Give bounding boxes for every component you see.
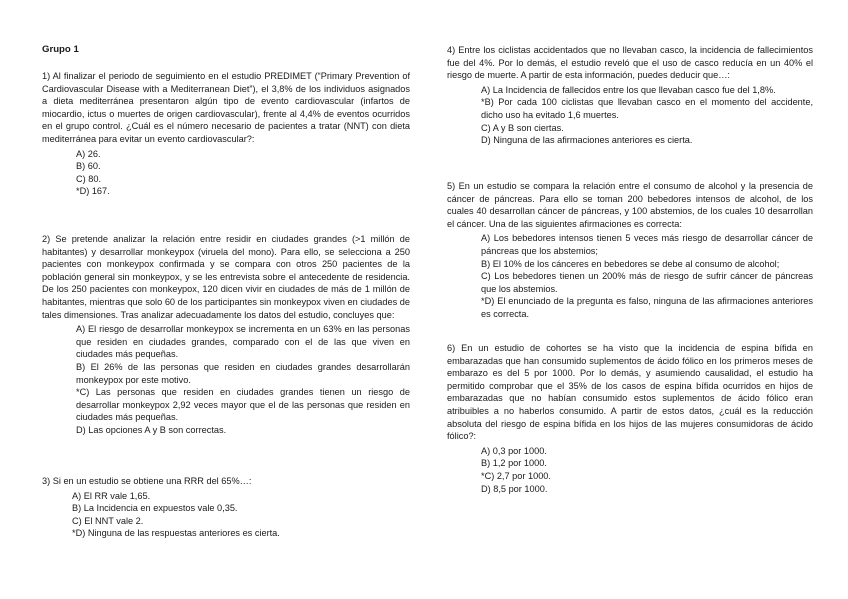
option: A) La Incidencia de fallecidos entre los que llevaban casco fue del 1,8%. (481, 84, 776, 95)
option: C) El NNT vale 2. (72, 515, 144, 526)
option: B) La Incidencia en expuestos vale 0,35. (72, 503, 238, 514)
option-list (72, 490, 410, 540)
question-stem: 1) Al finalizar el periodo de seguimiento en el estudio PREDIMET (“Primary Prevention of Cardiovascular Disease with a Mediterranean Diet”), el 3,8% de los individuos asignados a dieta mediterránea presentaron algún tipo de evento cardiovascular (infartos de miocardio, ictus o muertes de origen cardiovascular), frente al 4,4% de eventos ocurridos en el grupo control. ¿Cuál es el número necesario de pacientes a tratar (NNT) con dieta mediterránea para evitar un evento cardiovascular?: (42, 71, 410, 144)
option-list (76, 148, 410, 198)
option: D) Ninguna de las afirmaciones anteriores es cierta. (481, 135, 693, 146)
option-list (481, 84, 813, 147)
question-6 (447, 342, 813, 495)
option: B) El 26% de las personas que residen en ciudades grandes desarrollarán monkeypox por este motivo. (76, 361, 410, 385)
option: B) El 10% de los cánceres en bebedores se debe al consumo de alcohol; (481, 258, 780, 269)
question-stem: 2) Se pretende analizar la relación entre residir en ciudades grandes (>1 millón de habitantes) y desarrollar monkeypox (viruela del mono). Para ello, se selecciona a 250 pacientes con monkeypox confirmada y se compara con otros 250 pacientes de la población general sin monkeypox, y se les entrevista sobre el antecedente de residencia. De los 250 pacientes con monkeypox, 120 dicen vivir en ciudades de más de 1 millón de habitantes, mientras que solo 60 de los participantes sin monkeypox viven en ciudades de tales dimensiones. Tras analizar adecuadamente los datos del estudio, concluyes que: (42, 234, 410, 320)
option: *D) 167. (76, 186, 110, 197)
option: A) 0,3 por 1000. (481, 445, 547, 456)
option: D) Las opciones A y B son correctas. (76, 424, 227, 435)
question-stem: 5) En un estudio se compara la relación entre el consumo de alcohol y la presencia de cáncer de páncreas. Para ello se toman 200 bebedores intensos de alcohol, de los cuales 40 desarrollan cáncer de páncreas, y 100 abstemios, de los cuales 10 desarrollan el cáncer. Una de las siguientes afirmaciones es correcta: (447, 181, 813, 229)
question-4 (447, 44, 813, 147)
option: *C) Las personas que residen en ciudades grandes tienen un riesgo de desarrollar monkeypox 2,92 veces mayor que el de las personas que residen en ciudades más pequeñas. (76, 387, 410, 423)
option: *B) Por cada 100 ciclistas que llevaban casco en el momento del accidente, dicho uso ha evitado 1,6 muertes. (481, 97, 813, 120)
question-1 (42, 70, 410, 198)
option: *D) Ninguna de las respuestas anteriores es cierta. (72, 528, 280, 539)
option: C) A y B son ciertas. (481, 122, 564, 133)
option-list (76, 323, 410, 436)
option: A) Los bebedores intensos tienen 5 veces más riesgo de desarrollar cáncer de páncreas que los abstemios; (481, 233, 813, 256)
question-stem: 6) En un estudio de cohortes se ha visto que la incidencia de espina bífida en embarazadas que han consumido suplementos de ácido fólico en los primeros meses de embarazo es del 5 por 1000. Por lo demás, y asumiendo causalidad, el estudio ha permitido comprobar que el 35% de los casos de espina bífida ocurridos en hijos de embarazadas que no habían consumido estos suplementos de ácido fólico eran atribuibles a no haberlos consumido. A partir de estos datos, ¿cuál es la reducción absoluta del riesgo de espina bífida en los hijos de las mujeres consumidoras de ácido fólico?: (447, 343, 813, 442)
question-stem: 3) Si en un estudio se obtiene una RRR del 65%…: (42, 476, 252, 486)
option: *C) 2,7 por 1000. (481, 470, 551, 481)
option: B) 1,2 por 1000. (481, 458, 547, 469)
question-3 (42, 475, 410, 540)
section-title: Grupo 1 (42, 44, 79, 55)
option: A) 26. (76, 148, 101, 159)
option: C) 80. (76, 173, 102, 184)
question-5 (447, 180, 813, 321)
option: *D) El enunciado de la pregunta es falso, ninguna de las afirmaciones anteriores es correcta. (481, 296, 813, 319)
question-stem: 4) Entre los ciclistas accidentados que no llevaban casco, la incidencia de fallecimientos fue del 4%. Por lo demás, el estudio reveló que el uso de casco reducía en un 40% el riesgo de muerte. A partir de esta información, puedes deducir que…: (447, 45, 813, 81)
question-2 (42, 233, 410, 437)
option: A) El RR vale 1,65. (72, 490, 151, 501)
option: D) 8,5 por 1000. (481, 483, 548, 494)
option: C) Los bebedores tienen un 200% más de riesgo de sufrir cáncer de páncreas que los abstemios. (481, 271, 813, 294)
option: B) 60. (76, 161, 101, 172)
option-list (481, 445, 813, 495)
option-list (481, 232, 813, 320)
option: A) El riesgo de desarrollar monkeypox se incrementa en un 63% en las personas que residen en ciudades grandes, comparado con el de las que viven en ciudades más pequeñas. (76, 324, 410, 360)
